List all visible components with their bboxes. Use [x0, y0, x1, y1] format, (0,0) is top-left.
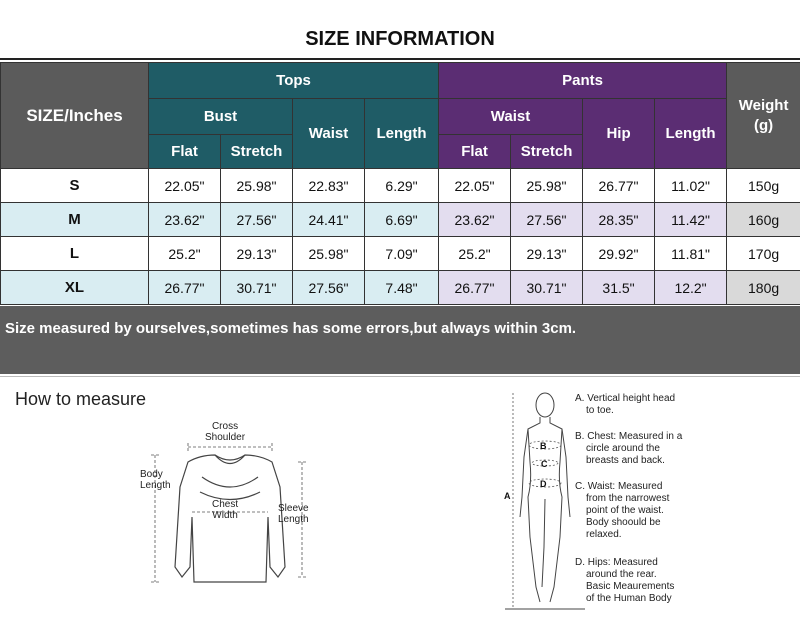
legend-b-line1: B. Chest: Measured in a [575, 431, 682, 442]
sleeve-length-label-line1: Sleeve [278, 503, 309, 514]
tops-flat-header: Flat [149, 135, 221, 169]
size-label: L [1, 237, 149, 271]
cross-shoulder-label-line1: Cross [212, 421, 238, 432]
table-cell: 25.2" [149, 237, 221, 271]
table-cell: 22.83" [293, 169, 365, 203]
legend-c-line1: C. Waist: Measured [575, 481, 662, 492]
cross-shoulder-label [205, 421, 245, 443]
table-row [1, 271, 800, 305]
table-cell: 25.98" [293, 237, 365, 271]
weight-cell: 150g [727, 169, 800, 203]
legend-c-line3: point of the waist. [575, 505, 664, 516]
table-cell: 25.98" [511, 169, 583, 203]
weight-header [727, 63, 800, 169]
table-cell: 27.56" [293, 271, 365, 305]
table-cell: 7.09" [365, 237, 439, 271]
table-cell: 23.62" [149, 203, 221, 237]
legend-b-line3: breasts and back. [575, 455, 665, 466]
legend-b-line2: circle around the [575, 443, 660, 454]
size-table [0, 62, 800, 305]
figure-letter-b: B [540, 441, 547, 451]
tops-bust-header: Bust [149, 99, 293, 135]
body-length-label-line1: Body [140, 469, 163, 480]
how-to-measure-title: How to measure [15, 389, 146, 410]
table-cell: 25.2" [439, 237, 511, 271]
size-label: S [1, 169, 149, 203]
figure-letter-d: D [540, 479, 547, 489]
size-note: Size measured by ourselves,sometimes has some errors,but always within 3cm. [5, 320, 576, 337]
title-bar [0, 0, 800, 58]
title-divider [0, 58, 800, 60]
legend-a-line1: A. Vertical height head [575, 393, 675, 404]
legend-d-line3: Basic Meaurements [575, 581, 674, 592]
table-cell: 29.13" [511, 237, 583, 271]
pants-flat-header: Flat [439, 135, 511, 169]
table-cell: 22.05" [149, 169, 221, 203]
weight-cell: 180g [727, 271, 800, 305]
pants-length-header: Length [655, 99, 727, 169]
size-label: XL [1, 271, 149, 305]
size-label: M [1, 203, 149, 237]
legend-d-line2: around the rear. [575, 569, 657, 580]
size-header: SIZE/Inches [1, 63, 149, 169]
table-row [1, 203, 800, 237]
table-cell: 29.13" [221, 237, 293, 271]
table-cell: 12.2" [655, 271, 727, 305]
table-cell: 7.48" [365, 271, 439, 305]
table-cell: 29.92" [583, 237, 655, 271]
weight-cell: 170g [727, 237, 800, 271]
body-length-label-line2: Length [140, 480, 171, 491]
chest-width-label [212, 499, 238, 521]
legend-d-line1: D. Hips: Measured [575, 557, 658, 568]
table-cell: 26.77" [439, 271, 511, 305]
table-cell: 22.05" [439, 169, 511, 203]
tops-length-header: Length [365, 99, 439, 169]
table-cell: 30.71" [221, 271, 293, 305]
pants-header: Pants [439, 63, 727, 99]
table-cell: 11.02" [655, 169, 727, 203]
pants-hip-header: Hip [583, 99, 655, 169]
legend-c-line2: from the narrowest [575, 493, 669, 504]
table-cell: 6.69" [365, 203, 439, 237]
table-cell: 24.41" [293, 203, 365, 237]
table-cell: 27.56" [511, 203, 583, 237]
legend-item-d [575, 557, 674, 605]
cross-shoulder-label-line2: Shoulder [205, 432, 245, 443]
tops-header: Tops [149, 63, 439, 99]
legend-item-a [575, 393, 675, 417]
table-cell: 28.35" [583, 203, 655, 237]
table-cell: 6.29" [365, 169, 439, 203]
table-cell: 27.56" [221, 203, 293, 237]
legend-item-b [575, 431, 682, 467]
weight-header-line1: Weight [739, 97, 789, 114]
figure-letter-a: A [504, 491, 511, 501]
how-to-measure-panel [0, 376, 800, 617]
chest-width-label-line2: Width [212, 510, 238, 521]
legend-c-line5: relaxed. [575, 529, 622, 540]
table-cell: 26.77" [149, 271, 221, 305]
tops-stretch-header: Stretch [221, 135, 293, 169]
table-cell: 31.5" [583, 271, 655, 305]
figure-letter-c: C [541, 459, 548, 469]
table-row [1, 169, 800, 203]
weight-header-line2: (g) [754, 117, 773, 134]
sleeve-length-label-line2: Length [278, 514, 309, 525]
table-cell: 23.62" [439, 203, 511, 237]
pants-stretch-header: Stretch [511, 135, 583, 169]
weight-cell: 160g [727, 203, 800, 237]
tops-waist-header: Waist [293, 99, 365, 169]
body-length-label [140, 469, 171, 491]
pants-waist-header: Waist [439, 99, 583, 135]
table-cell: 11.81" [655, 237, 727, 271]
table-row [1, 237, 800, 271]
sweater-diagram [130, 417, 330, 607]
table-cell: 30.71" [511, 271, 583, 305]
chest-width-label-line1: Chest [212, 499, 238, 510]
legend-item-c [575, 481, 669, 541]
legend-a-line2: to toe. [575, 405, 614, 416]
table-cell: 11.42" [655, 203, 727, 237]
page-title: SIZE INFORMATION [0, 28, 800, 51]
legend-d-line4: of the Human Body [575, 593, 672, 604]
legend-c-line4: Body shoould be [575, 517, 661, 528]
sleeve-length-label [278, 503, 309, 525]
table-cell: 25.98" [221, 169, 293, 203]
note-bar [0, 306, 800, 374]
table-cell: 26.77" [583, 169, 655, 203]
